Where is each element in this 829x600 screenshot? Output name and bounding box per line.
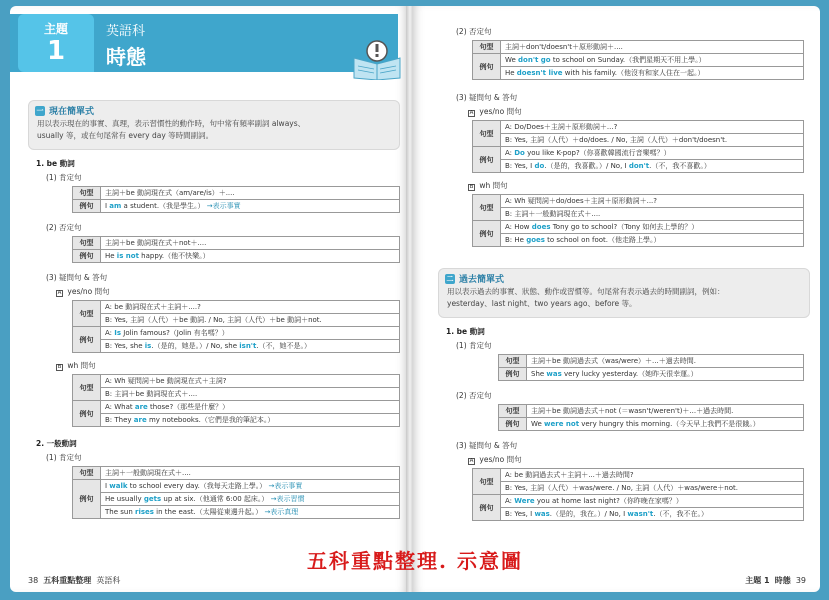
label-past-negative: (2) 否定句 <box>456 391 492 400</box>
open-book-icon <box>352 40 402 80</box>
section-title: 現在簡單式 <box>49 107 95 117</box>
right-page <box>412 6 820 592</box>
section-description: 用以表示過去的事實、狀態、動作或習慣等。句尾常有表示過去的時間副詞，例如： yesterday、last night、two years ago、before 等。 <box>447 287 725 308</box>
label-negative: (2) 否定句 <box>46 223 82 232</box>
section-number: 一 <box>36 106 44 115</box>
heading-general-verb: 2. 一般動詞 <box>36 439 77 448</box>
note-fact: →表示事實 <box>206 202 241 210</box>
label-affirmative: (1) 肯定句 <box>46 173 82 182</box>
label-past-question: (3) 疑問句 & 答句 <box>456 441 518 450</box>
table-gv-negative: 句型 主詞＋don't/doesn't＋原形動詞＋.... 例句 We don't go to school on Sunday.（我們星期天不用上學。） He doesn't live with his family.（他沒有和家人住在一起。） <box>472 40 804 80</box>
table-gv-affirmative: 句型 主詞＋一般動詞現在式＋.... 例句 I walk to school every day.（我每天走路上學。） →表示事實 He usually gets up at six.（他通常 6:00 起床。） →表示習慣 The sun rises in the east.（太陽從東邊升起。） →表示真理 <box>72 466 400 519</box>
unit-main-title: 時態 <box>106 45 146 69</box>
table-gv-yes-no: 句型 A: Do/Does＋主詞＋原形動詞＋...? B: Yes, 主詞（人代）＋do/does. / No, 主詞（人代）＋don't/doesn't. 例句 A: Do you like K-pop?（你喜歡韓國流行音樂嗎？） B: Yes, I do.（是的，我喜歡。）/ No, I don't.（不，我不喜歡。） <box>472 120 804 173</box>
unit-badge-label: 主題 <box>43 22 68 36</box>
label-question: (3) 疑問句 & 答句 <box>46 273 108 282</box>
label-past-affirmative: (1) 肯定句 <box>456 341 492 350</box>
label-gv-question: (3) 疑問句 & 答句 <box>456 93 518 102</box>
table-past-affirmative: 句型 主詞＋be 動詞過去式（was/were）＋...＋過去時間. 例句 She was very lucky yesterday.（她昨天很幸運。） <box>498 354 804 381</box>
table-be-negative: 句型 主詞＋be 動詞現在式＋not＋.... 例句 He is not happy.（他不快樂。） <box>72 236 400 263</box>
table-be-wh: 句型 A: Wh 疑問詞＋be 動詞現在式＋主詞? B: 主詞＋be 動詞現在式＋.... 例句 A: What are those?（那些是什麼？） B: They are my notebooks.（它們是我的筆記本。） <box>72 374 400 427</box>
right-footer: 主題 1 時態 39 <box>745 576 806 585</box>
label-past-yes-no: A yes/no 問句 <box>469 455 522 464</box>
label-gv-affirmative: (1) 肯定句 <box>46 453 82 462</box>
label-gv-wh: B wh 問句 <box>469 181 508 190</box>
section-present-simple <box>28 100 400 150</box>
table-be-affirmative: 句型 主詞＋be 動詞現在式（am/are/is）＋.... 例句 I am a student.（我是學生。） →表示事實 <box>72 186 400 213</box>
table-past-negative: 句型 主詞＋be 動詞過去式＋not (＝wasn't/weren't)＋...＋過去時間. 例句 We were not very hungry this morning.（今天早上我們不是很餓。） <box>498 404 804 431</box>
heading-be-verb: 1. be 動詞 <box>36 159 75 168</box>
label-gv-yes-no: A yes/no 問句 <box>469 107 522 116</box>
section-past-simple <box>438 268 810 318</box>
table-gv-wh: 句型 A: Wh 疑問詞＋do/does＋主詞＋原形動詞＋...? B: 主詞＋一般動詞現在式＋.... 例句 A: How does Tony go to school?（Tony 如何去上學的？） B: He goes to school on foot.（他走路上學。） <box>472 194 804 247</box>
label-wh: B wh 問句 <box>57 361 96 370</box>
section-number: 二 <box>446 274 454 283</box>
watermark-caption: 五科重點整理. 示意圖 <box>307 549 523 573</box>
left-page <box>10 6 408 592</box>
label-yes-no: A yes/no 問句 <box>57 287 110 296</box>
section-description: 用以表示現在的事實、真理，表示習慣性的動作時，句中常有頻率副詞 always、 usually 等，或在句尾常有 every day 等時間副詞。 <box>37 119 306 140</box>
unit-title <box>106 20 146 70</box>
heading-past-be-verb: 1. be 動詞 <box>446 327 485 336</box>
table-past-yes-no: 句型 A: be 動詞過去式＋主詞＋...＋過去時間? B: Yes, 主詞（人代）＋was/were. / No, 主詞（人代）＋was/were＋not. 例句 A: Were you at home last night?（你昨晚在家嗎？） B: Yes, I was.（是的，我在。）/ No, I wasn't.（不，我不在。） <box>472 468 804 521</box>
unit-badge <box>18 14 94 72</box>
left-footer: 38 五科重點整理 英語科 <box>28 576 121 585</box>
label-gv-negative: (2) 否定句 <box>456 27 492 36</box>
unit-badge-number: 1 <box>46 36 66 66</box>
unit-subject: 英語科 <box>106 24 146 39</box>
section-title: 過去簡單式 <box>459 275 505 285</box>
table-be-yes-no: 句型 A: be 動詞現在式＋主詞＋....? B: Yes, 主詞（人代）＋be 動詞. / No, 主詞（人代）＋be 動詞＋not. 例句 A: Is Jolin famous?（Jolin 有名嗎？） B: Yes, she is.（是的，她是。）/ No, she isn't.（不，她不是。） <box>72 300 400 353</box>
